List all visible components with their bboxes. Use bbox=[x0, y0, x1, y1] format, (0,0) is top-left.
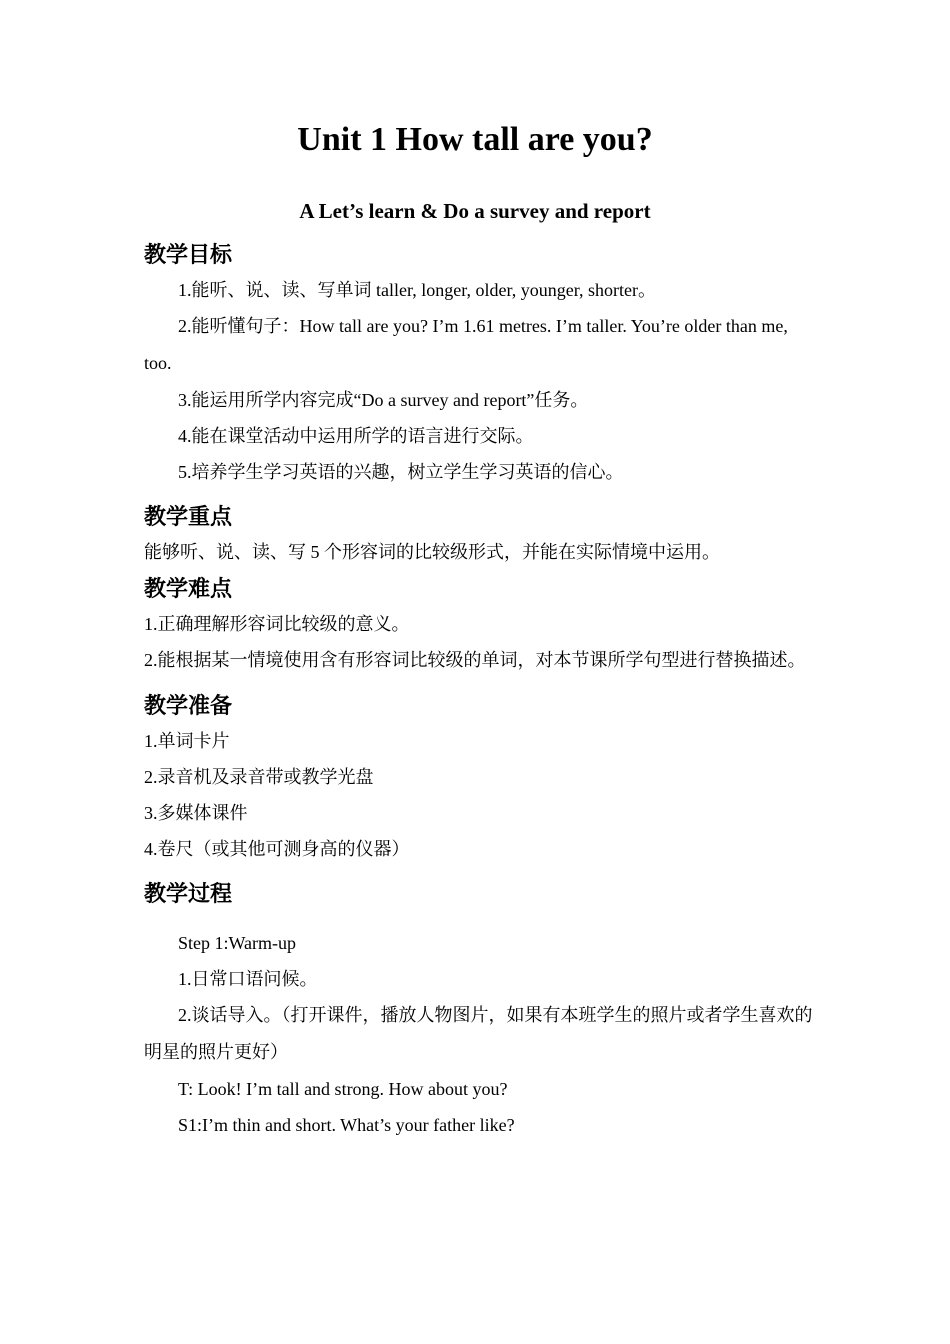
section-objectives bbox=[144, 240, 814, 490]
section-heading-process: 教学过程 bbox=[144, 882, 233, 907]
document-body bbox=[144, 240, 814, 1143]
process-dialogue-line: T: Look! I’m tall and strong. How about you? bbox=[178, 1079, 508, 1099]
section-heading-key-points: 教学重点 bbox=[144, 505, 233, 530]
objective-item: 5.培养学生学习英语的兴趣，树立学生学习英语的信心。 bbox=[178, 462, 624, 482]
process-step-title: Step 1:Warm-up bbox=[178, 933, 297, 953]
difficulty-item: 1.正确理解形容词比较级的意义。 bbox=[144, 614, 410, 634]
preparation-item: 1.单词卡片 bbox=[144, 731, 230, 751]
preparation-item: 4.卷尺（或其他可测身高的仪器） bbox=[144, 839, 410, 859]
objective-item: 3.能运用所学内容完成“Do a survey and report”任务。 bbox=[178, 390, 589, 410]
section-preparation bbox=[144, 691, 814, 867]
objective-item: 4.能在课堂活动中运用所学的语言进行交际。 bbox=[178, 426, 534, 446]
process-item: 2.谈话导入。（打开课件，播放人物图片，如果有本班学生的照片或者学生喜欢的明星的照片更好） bbox=[144, 1005, 813, 1062]
key-points-text: 能够听、说、读、写 5 个形容词的比较级形式，并能在实际情境中运用。 bbox=[144, 542, 720, 562]
page-subtitle: A Let’s learn & Do a survey and report bbox=[299, 199, 651, 223]
section-heading-preparation: 教学准备 bbox=[144, 694, 233, 719]
preparation-item: 2.录音机及录音带或教学光盘 bbox=[144, 767, 374, 787]
objective-item: 1.能听、说、读、写单词 taller, longer, older, younger, shorter。 bbox=[178, 280, 657, 300]
difficulty-item: 2.能根据某一情境使用含有形容词比较级的单词，对本节课所学句型进行替换描述。 bbox=[144, 650, 806, 670]
process-item: 1.日常口语问候。 bbox=[178, 969, 318, 989]
page-title: Unit 1 How tall are you? bbox=[297, 121, 653, 158]
process-dialogue-line: S1:I’m thin and short. What’s your father like? bbox=[178, 1115, 515, 1135]
section-key-points bbox=[144, 502, 814, 570]
section-heading-objectives: 教学目标 bbox=[144, 243, 233, 268]
section-process bbox=[144, 879, 814, 1143]
section-difficulties bbox=[144, 574, 814, 679]
preparation-item: 3.多媒体课件 bbox=[144, 803, 248, 823]
section-heading-difficulties: 教学难点 bbox=[144, 577, 233, 602]
objective-item: 2.能听懂句子：How tall are you? I’m 1.61 metres. I’m taller. You’re older than me, too. bbox=[144, 316, 788, 373]
